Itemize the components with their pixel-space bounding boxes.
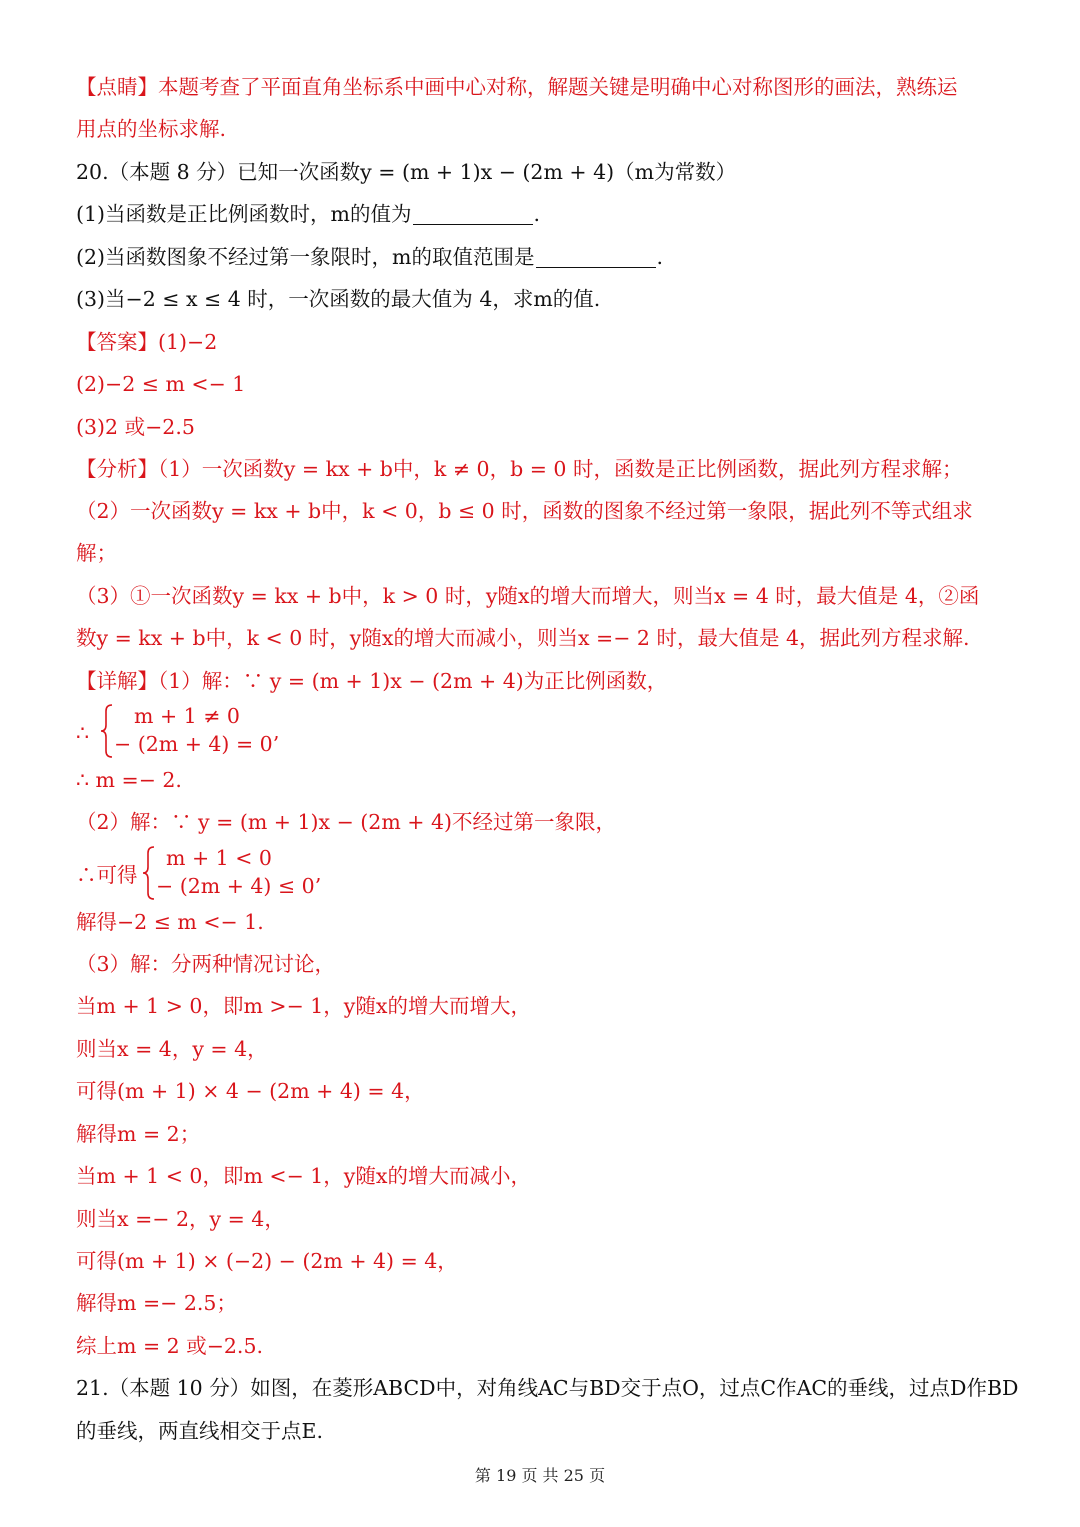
answer-blank-1 xyxy=(413,202,533,225)
detail-line-1: 【详解】（1）解：∵ y = (m + 1)x − (2m + 4)为正比例函数， xyxy=(76,669,668,693)
detail-line-9: 则当x = 4，y = 4， xyxy=(76,1037,268,1061)
question-20-part-1-text: (1)当函数是正比例函数时，m的值为 xyxy=(76,202,412,226)
detail-line-3: ∴ m =− 2. xyxy=(76,768,182,792)
answer-line-2: (2)−2 ≤ m <− 1 xyxy=(76,372,246,396)
analysis-line-4: （3）①一次函数y = kx + b中，k > 0 时，y随x的增大而增大，则当x = 4 时，最大值是 4，②函 xyxy=(76,584,980,608)
equation-system-1 xyxy=(76,703,676,763)
equation-system-2 xyxy=(76,845,676,905)
left-brace-icon xyxy=(100,703,114,759)
left-brace-icon xyxy=(142,845,156,901)
answer-blank-2 xyxy=(536,245,656,268)
detail-line-10: 可得(m + 1) × 4 − (2m + 4) = 4， xyxy=(76,1079,425,1103)
detail-line-13: 则当x =− 2，y = 4， xyxy=(76,1207,285,1231)
question-21-line-2: 的垂线，两直线相交于点E. xyxy=(76,1419,323,1443)
question-21-line-1: 21.（本题 10 分）如图，在菱形ABCD中，对角线AC与BD交于点O，过点C作AC的垂线，过点D作BD xyxy=(76,1376,1019,1400)
system-2-row-1: m + 1 < 0 xyxy=(166,846,272,870)
therefore-symbol: ∴ xyxy=(76,721,90,745)
detail-line-8: 当m + 1 > 0，即m >− 1，y随x的增大而增大， xyxy=(76,994,531,1018)
detail-line-16: 综上m = 2 或−2.5. xyxy=(76,1334,264,1358)
answer-line-3: (3)2 或−2.5 xyxy=(76,415,195,439)
system-1-row-2: − (2m + 4) = 0’ xyxy=(114,732,280,756)
analysis-line-5: 数y = kx + b中，k < 0 时，y随x的增大而减小，则当x =− 2 时，最大值是 4，据此列方程求解. xyxy=(76,626,970,650)
question-20-part-3: (3)当−2 ≤ x ≤ 4 时，一次函数的最大值为 4，求m的值. xyxy=(76,287,601,311)
system-2-row-2: − (2m + 4) ≤ 0’ xyxy=(156,874,322,898)
question-20-part-1 xyxy=(76,199,1020,229)
detail-line-14: 可得(m + 1) × (−2) − (2m + 4) = 4， xyxy=(76,1249,458,1273)
question-20-title: 20.（本题 8 分）已知一次函数y = (m + 1)x − (2m + 4)（m为常数） xyxy=(76,160,737,184)
question-20-part-1-end: . xyxy=(533,202,541,226)
dianjing-line-1: 【点睛】本题考查了平面直角坐标系中画中心对称，解题关键是明确中心对称图形的画法，熟练运 xyxy=(76,75,958,99)
analysis-line-2: （2）一次函数y = kx + b中，k < 0，b ≤ 0 时，函数的图象不经过第一象限，据此列不等式组求 xyxy=(76,499,973,523)
therefore-keyi-text: ∴可得 xyxy=(76,863,138,887)
question-20-part-2-end: . xyxy=(656,245,664,269)
dianjing-line-2: 用点的坐标求解. xyxy=(76,117,227,141)
page-number-footer: 第 19 页 共 25 页 xyxy=(474,1466,606,1485)
system-1-row-1: m + 1 ≠ 0 xyxy=(134,704,240,728)
detail-line-6: 解得−2 ≤ m <− 1. xyxy=(76,910,264,934)
detail-line-7: （3）解：分两种情况讨论， xyxy=(76,952,336,976)
detail-line-11: 解得m = 2； xyxy=(76,1122,201,1146)
answer-line-1: 【答案】(1)−2 xyxy=(76,330,218,354)
question-20-part-2-text: (2)当函数图象不经过第一象限时，m的取值范围是 xyxy=(76,245,535,269)
question-20-part-2 xyxy=(76,242,1020,272)
detail-line-15: 解得m =− 2.5； xyxy=(76,1291,237,1315)
detail-line-4: （2）解：∵ y = (m + 1)x − (2m + 4)不经过第一象限， xyxy=(76,810,617,834)
analysis-line-1: 【分析】（1）一次函数y = kx + b中，k ≠ 0，b = 0 时，函数是正比例函数，据此列方程求解； xyxy=(76,457,963,481)
analysis-line-3: 解； xyxy=(76,541,117,565)
detail-line-12: 当m + 1 < 0，即m <− 1，y随x的增大而减小， xyxy=(76,1164,531,1188)
